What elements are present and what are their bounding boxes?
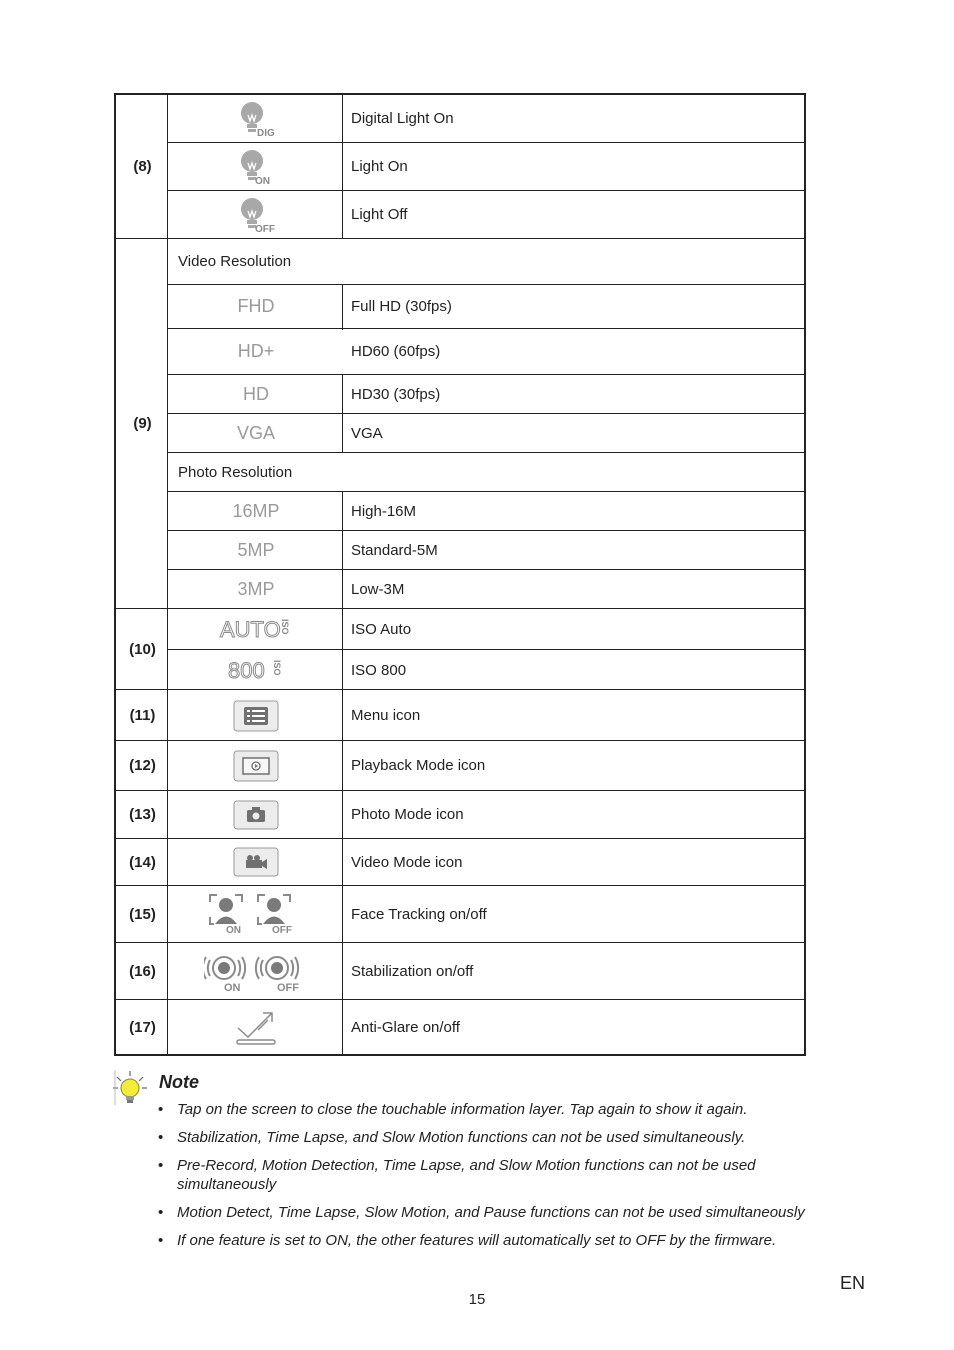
description: Menu icon: [351, 707, 421, 724]
divider: [342, 491, 343, 1054]
list-item: • Tap on the screen to close the touchable information layer. Tap again to show it again.: [158, 1101, 748, 1118]
divider: [342, 95, 343, 238]
description: Light On: [351, 158, 408, 175]
svg-text:ON: ON: [224, 982, 241, 992]
description: High-16M: [351, 502, 417, 520]
description: Digital Light On: [351, 110, 454, 127]
stabilization-icon: [170, 943, 342, 999]
menu-icon: [170, 691, 342, 740]
row-number: (12): [129, 757, 156, 774]
svg-text:ON: ON: [255, 175, 270, 187]
photo-resolution-header: Photo Resolution: [178, 463, 293, 481]
description: ISO 800: [351, 661, 407, 679]
language-label: EN: [840, 1273, 866, 1293]
row-number: (8): [133, 158, 152, 175]
svg-text:DIG: DIG: [257, 127, 275, 139]
svg-text:OFF: OFF: [255, 223, 275, 235]
16mp-label: 16MP: [232, 500, 280, 521]
5mp-label: 5MP: [237, 539, 275, 560]
vga-label: VGA: [236, 422, 275, 443]
description: Light Off: [351, 206, 408, 223]
page-number: 15: [468, 1291, 486, 1308]
hd-label: HD: [243, 383, 269, 404]
fhd-label: FHD: [237, 296, 275, 316]
face-tracking-icon: [170, 886, 342, 942]
description: Video Mode icon: [351, 853, 463, 871]
iso-auto-icon: [170, 609, 342, 649]
row-number: (14): [129, 853, 156, 871]
description: HD30 (30fps): [351, 385, 441, 403]
description: ISO Auto: [351, 620, 412, 638]
description: HD60 (60fps): [351, 343, 441, 360]
svg-text:ON: ON: [226, 925, 241, 935]
description: Photo Mode icon: [351, 806, 464, 823]
note-list: [158, 1100, 838, 1259]
camera-icon: [170, 791, 342, 838]
icon-reference-table: [114, 93, 806, 1056]
svg-text:AUTO: AUTO: [220, 617, 281, 642]
description: Face Tracking on/off: [351, 905, 487, 923]
hd-plus-label: HD+: [237, 341, 275, 361]
svg-text:800: 800: [228, 658, 265, 683]
row-number: (10): [129, 641, 156, 658]
list-item: • Stabilization, Time Lapse, and Slow Motion functions can not be used simultaneously.: [158, 1129, 746, 1146]
playback-icon: [170, 741, 342, 790]
divider: [342, 413, 343, 453]
row-number: (13): [129, 806, 156, 823]
description: Playback Mode icon: [351, 757, 486, 774]
divider: [342, 284, 343, 330]
description: Anti-Glare on/off: [351, 1018, 460, 1036]
iso-800-icon: [170, 650, 342, 690]
description: Low-3M: [351, 580, 405, 598]
note-title: Note: [159, 1072, 199, 1092]
description: Full HD (30fps): [351, 298, 452, 315]
bulb-on-icon: [170, 143, 342, 190]
row-number: (9): [133, 415, 152, 432]
video-camera-icon: [170, 839, 342, 885]
row-number: (17): [129, 1018, 156, 1036]
bulb-off-icon: [170, 191, 342, 238]
row-number: (11): [129, 707, 156, 724]
svg-text:ISO: ISO: [280, 619, 290, 635]
description: Standard-5M: [351, 541, 438, 559]
svg-text:ISO: ISO: [272, 660, 282, 676]
list-item: • If one feature is set to ON, the other features will automatically set to OFF by the firmware.: [158, 1232, 777, 1249]
row-number: (15): [129, 905, 156, 923]
svg-text:OFF: OFF: [272, 925, 292, 935]
anti-glare-icon: [170, 1000, 342, 1054]
lightbulb-icon: [112, 1070, 148, 1106]
3mp-label: 3MP: [237, 578, 275, 599]
video-resolution-header: Video Resolution: [178, 253, 292, 270]
description: Stabilization on/off: [351, 962, 474, 980]
list-item: • Motion Detect, Time Lapse, Slow Motion, and Pause functions can not be used simultaneously: [158, 1204, 805, 1221]
list-item: • Pre-Record, Motion Detection, Time Lapse, and Slow Motion functions can not be used simultaneously: [158, 1157, 756, 1193]
row-number: (16): [129, 962, 156, 980]
description: VGA: [351, 424, 383, 442]
svg-text:OFF: OFF: [277, 982, 299, 992]
bulb-dig-icon: [170, 95, 342, 142]
